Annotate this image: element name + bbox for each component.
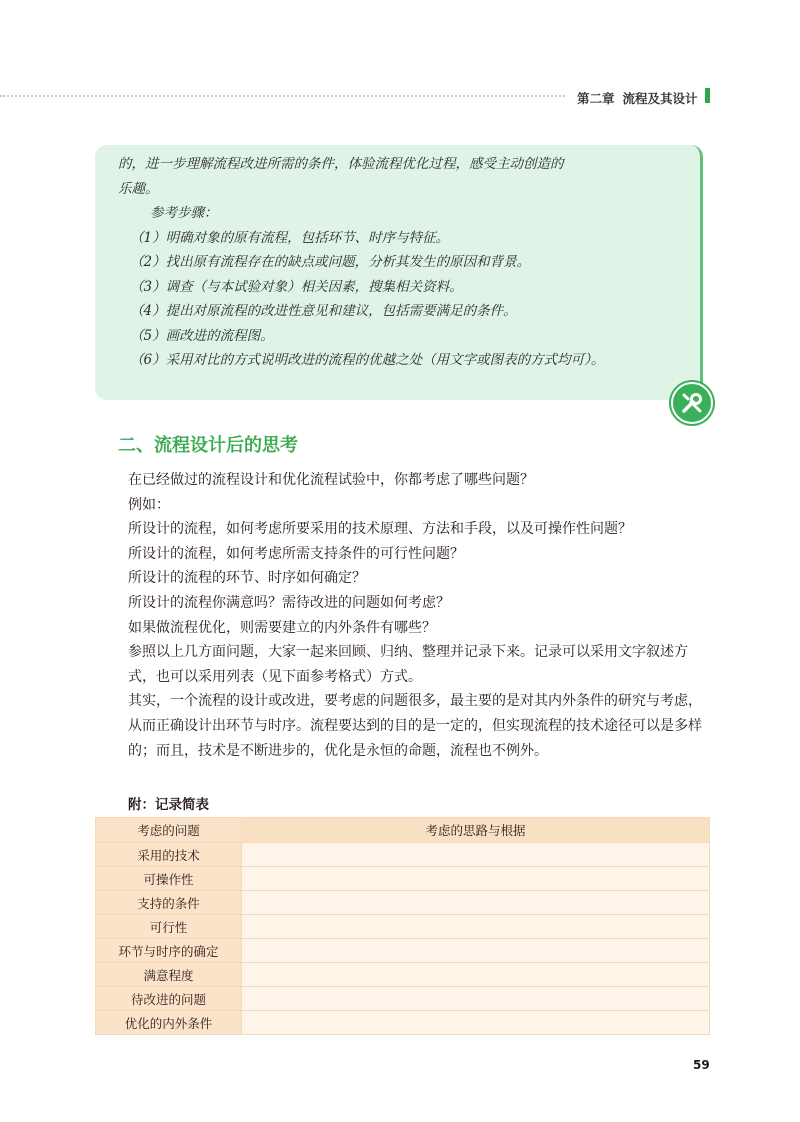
tools-icon xyxy=(671,382,713,424)
body-text xyxy=(128,468,713,763)
body-line: 如果做流程优化，则需要建立的内外条件有哪些？ xyxy=(128,619,436,636)
steps-heading: 参考步骤： xyxy=(150,205,218,221)
page-number: 59 xyxy=(693,1058,710,1072)
row-label: 满意程度 xyxy=(96,963,242,987)
row-answer-cell xyxy=(242,939,710,963)
table-row xyxy=(96,891,710,915)
table-row xyxy=(96,843,710,867)
header-accent-bar xyxy=(705,88,710,103)
header-question: 考虑的问题 xyxy=(96,818,242,843)
step-item: （5）画改进的流程图。 xyxy=(130,327,274,344)
header-reasoning: 考虑的思路与根据 xyxy=(242,818,710,843)
row-answer-cell xyxy=(242,1011,710,1035)
row-label: 可操作性 xyxy=(96,867,242,891)
row-label: 待改进的问题 xyxy=(96,987,242,1011)
body-line: 所设计的流程，如何考虑所要采用的技术原理、方法和手段，以及可操作性问题？ xyxy=(128,521,632,538)
body-paragraph: 其实，一个流程的设计或改进，要考虑的问题很多，最主要的是对其内外条件的研究与考虑，从而正确设计出环节与时序。流程要达到的目的是一定的，但实现流程的技术途径可以是多样的；而且，技术是不断进步的，优化是永恒的命题，流程也不例外。 xyxy=(128,693,702,759)
row-label: 支持的条件 xyxy=(96,891,242,915)
table-caption: 附：记录简表 xyxy=(128,797,209,813)
header-divider xyxy=(0,95,565,97)
row-answer-cell xyxy=(242,915,710,939)
step-item: （2）找出原有流程存在的缺点或问题，分析其发生的原因和背景。 xyxy=(130,254,531,270)
body-line: 所设计的流程的环节、时序如何确定？ xyxy=(128,570,366,587)
table-row xyxy=(96,963,710,987)
record-table xyxy=(95,817,710,1035)
table-row xyxy=(96,939,710,963)
table-row xyxy=(96,1011,710,1035)
step-item: （4）提出对原流程的改进性意见和建议，包括需要满足的条件。 xyxy=(130,303,517,319)
body-line: 所设计的流程你满意吗？需待改进的问题如何考虑？ xyxy=(128,594,450,611)
chapter-number: 第二章 xyxy=(577,91,615,106)
row-label: 环节与时序的确定 xyxy=(96,939,242,963)
table-row xyxy=(96,915,710,939)
step-item: （6）采用对比的方式说明改进的流程的优越之处（用文字或图表的方式均可）。 xyxy=(130,352,605,368)
row-answer-cell xyxy=(242,987,710,1011)
body-line: 所设计的流程，如何考虑所需支持条件的可行性问题？ xyxy=(128,545,464,562)
step-item: （3）调查（与本试验对象）相关因素，搜集相关资料。 xyxy=(130,278,463,295)
body-line: 在已经做过的流程设计和优化流程试验中，你都考虑了哪些问题？ xyxy=(128,472,534,488)
table-row xyxy=(96,987,710,1011)
activity-text xyxy=(118,152,678,373)
row-answer-cell xyxy=(242,891,710,915)
table-header-row xyxy=(96,818,710,843)
section-heading: 二、流程设计后的思考 xyxy=(118,435,298,456)
row-answer-cell xyxy=(242,867,710,891)
row-label: 优化的内外条件 xyxy=(96,1011,242,1035)
body-paragraph: 参照以上几方面问题，大家一起来回顾、归纳、整理并记录下来。记录可以采用文字叙述方式，也可以采用列表（见下面参考格式）方式。 xyxy=(128,644,688,685)
body-line: 例如： xyxy=(128,496,170,513)
row-answer-cell xyxy=(242,963,710,987)
row-label: 采用的技术 xyxy=(96,843,242,867)
row-label: 可行性 xyxy=(96,915,242,939)
row-answer-cell xyxy=(242,843,710,867)
table-row xyxy=(96,867,710,891)
wrench-icon xyxy=(680,391,704,415)
chapter-title: 流程及其设计 xyxy=(622,91,698,106)
activity-line: 乐趣。 xyxy=(118,180,159,197)
running-header xyxy=(577,89,698,107)
step-item: （1）明确对象的原有流程，包括环节、时序与特征。 xyxy=(130,229,450,246)
activity-line: 的，进一步理解流程改进所需的条件，体验流程优化过程，感受主动创造的 xyxy=(118,156,564,172)
